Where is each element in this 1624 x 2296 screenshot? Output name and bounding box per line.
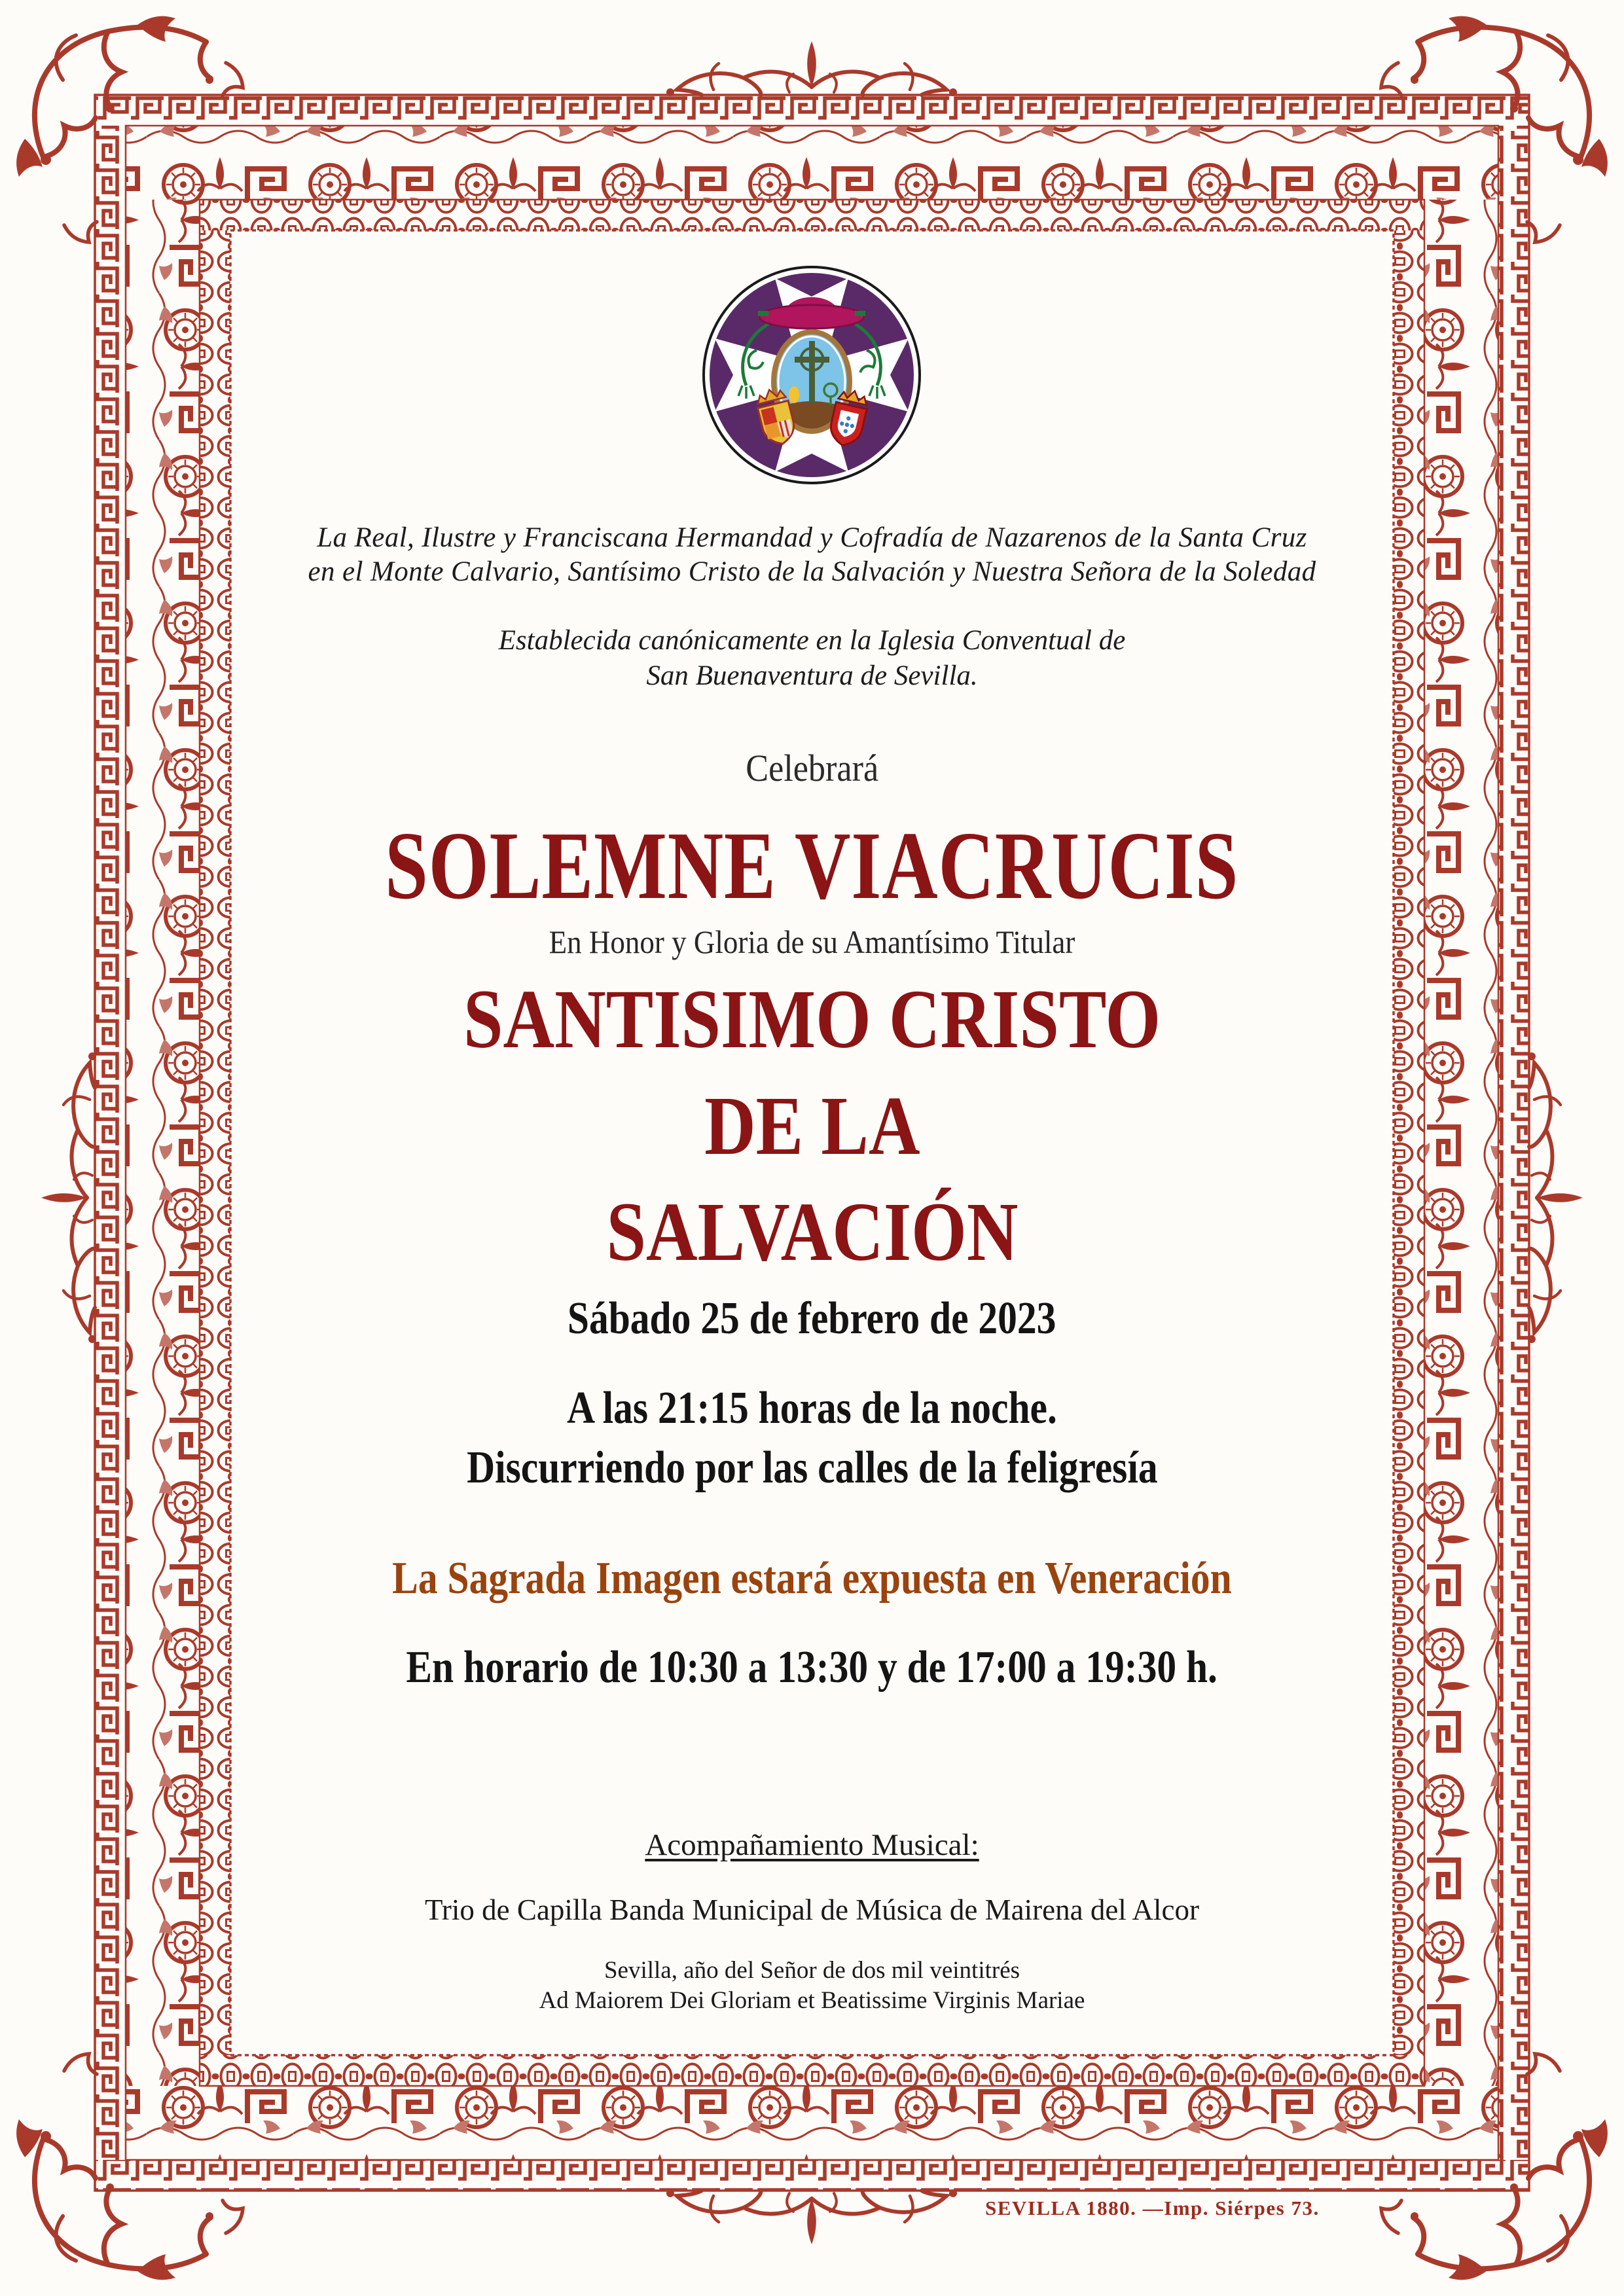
bottom-center-crest-icon [666, 2189, 957, 2244]
event-date: Sábado 25 de febrero de 2023 [568, 1293, 1056, 1344]
titular-line3: SALVACIÓN [606, 1185, 1018, 1279]
celebrara-label: Celebrará [746, 747, 878, 789]
closing-line1: Sevilla, año del Señor de dos mil veintitrés [604, 1957, 1020, 1984]
established-line1: Establecida canónicamente en la Iglesia Conventual de [498, 625, 1126, 656]
schedule-line1: A las 21:15 horas de la noche. [567, 1383, 1057, 1433]
established-line2: San Buenaventura de Sevilla. [646, 660, 978, 692]
closing-lines [230, 1956, 1394, 2017]
brotherhood-name [230, 521, 1394, 590]
brotherhood-name-line2: en el Monte Calvario, Santísimo Cristo de la Salvación y Nuestra Señora de la Soledad [308, 556, 1316, 588]
veneration-hours: En horario de 10:30 a 13:30 y de 17:00 a 19:30 h. [406, 1642, 1218, 1693]
veneration-headline: La Sagrada Imagen estará expuesta en Veneración [392, 1553, 1232, 1604]
titular-line2: DE LA [704, 1079, 920, 1172]
schedule-line2: Discurriendo por las calles de la feligresía [466, 1443, 1158, 1493]
right-edge-crest-icon [1528, 1052, 1583, 1343]
brotherhood-name-line1: La Real, Ilustre y Franciscana Hermandad y Cofradía de Nazarenos de la Santa Cruz [317, 522, 1307, 553]
closing-line2: Ad Maiorem Dei Gloriam et Beatissime Virginis Mariae [539, 1987, 1085, 2015]
left-edge-crest-icon [41, 1052, 96, 1343]
event-title: SOLEMNE VIACRUCIS [385, 812, 1239, 920]
established-text [230, 623, 1394, 694]
hermandad-seal-icon [700, 264, 923, 486]
music-group: Trio de Capilla Banda Municipal de Música de Mairena del Alcor [424, 1893, 1200, 1926]
titular-name [230, 966, 1394, 1285]
event-schedule [230, 1378, 1394, 1498]
titular-line1: SANTISIMO CRISTO [463, 973, 1161, 1066]
music-heading: Acompañamiento Musical: [645, 1828, 979, 1862]
top-center-crest-icon [666, 41, 957, 96]
printer-imprint: SEVILLA 1880. —Imp. Siérpes 73. [985, 2197, 1320, 2219]
honor-subtitle: En Honor y Gloria de su Amantísimo Titular [549, 924, 1075, 960]
